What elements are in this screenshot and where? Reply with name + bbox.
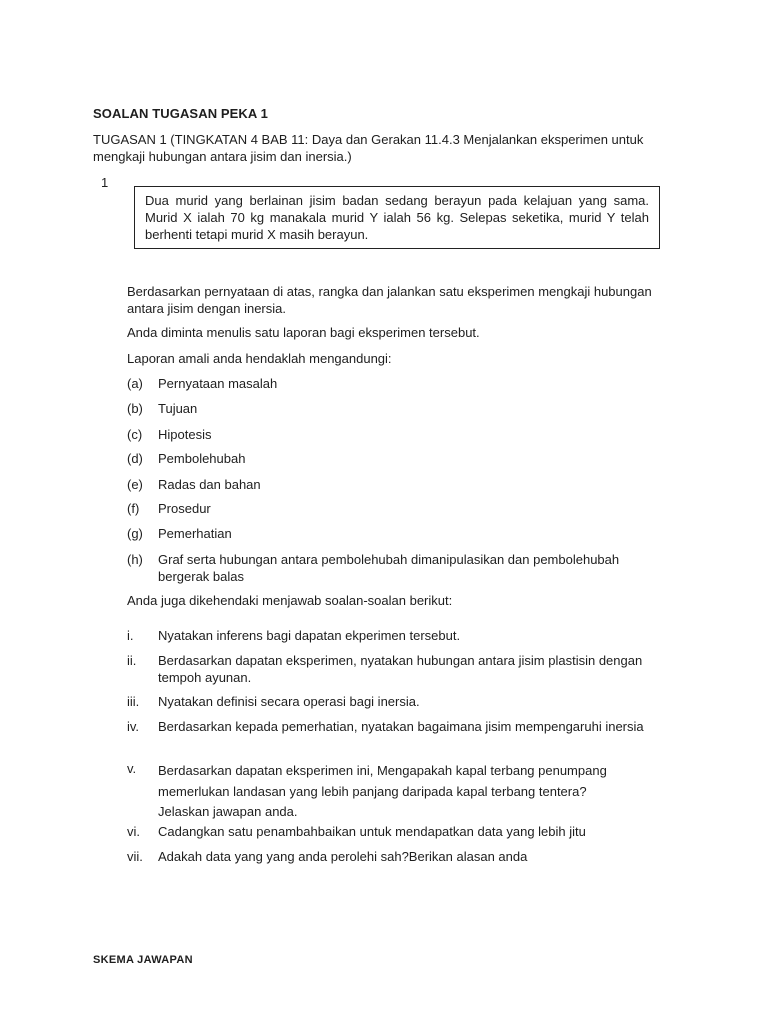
list-item-text: Pemerhatian	[158, 526, 232, 541]
question-number: 1	[101, 175, 109, 190]
question-marker: v.	[127, 761, 137, 776]
question-text: Adakah data yang yang anda perolehi sah?Berikan alasan anda	[158, 849, 528, 864]
question-marker: vi.	[127, 824, 140, 839]
scenario-text: Dua murid yang berlainan jisim badan sedang berayun pada kelajuan yang sama. Murid X ialah 70 kg manakala murid Y ialah 56 kg. Selepas seketika, murid Y telah berhenti tetapi murid X masih berayun.	[145, 193, 649, 242]
list-item-marker: (g)	[127, 526, 143, 541]
scenario-box	[134, 186, 660, 249]
question-marker: ii.	[127, 653, 137, 668]
list-item-marker: (a)	[127, 376, 143, 391]
question-marker: i.	[127, 628, 134, 643]
list-item-text: Pernyataan masalah	[158, 376, 278, 391]
question-marker: vii.	[127, 849, 143, 864]
answer-scheme-heading: SKEMA JAWAPAN	[93, 954, 193, 966]
list-item-text: Radas dan bahan	[158, 477, 261, 492]
instruction-design: Berdasarkan pernyataan di atas, rangka dan jalankan satu eksperimen mengkaji hubungan antara jisim dengan inersia.	[127, 284, 652, 316]
list-item-marker: (f)	[127, 501, 140, 516]
instruction-contents: Laporan amali anda hendaklah mengandungi:	[127, 351, 392, 366]
list-item-text: Prosedur	[158, 501, 211, 516]
list-item-marker: (b)	[127, 401, 143, 416]
list-item-marker: (e)	[127, 477, 143, 492]
list-item-marker: (c)	[127, 427, 143, 442]
question-text: Nyatakan definisi secara operasi bagi inersia.	[158, 694, 420, 709]
question-text: Berdasarkan dapatan eksperimen ini, Mengapakah kapal terbang penumpang memerlukan landasan yang lebih panjang daripada kapal terbang tentera?	[158, 763, 607, 799]
question-text: Berdasarkan dapatan eksperimen, nyatakan hubungan antara jisim plastisin dengan tempoh ayunan.	[158, 653, 643, 685]
list-item-text: Hipotesis	[158, 427, 212, 442]
list-item-text: Graf serta hubungan antara pembolehubah dimanipulasikan dan pembolehubah bergerak balas	[158, 552, 620, 584]
task-intro: TUGASAN 1 (TINGKATAN 4 BAB 11: Daya dan Gerakan 11.4.3 Menjalankan eksperimen untuk mengkaji hubungan antara jisim dan inersia.)	[93, 132, 644, 164]
instruction-report: Anda diminta menulis satu laporan bagi eksperimen tersebut.	[127, 325, 480, 340]
questions-intro: Anda juga dikehendaki menjawab soalan-soalan berikut:	[127, 593, 453, 608]
list-item-text: Tujuan	[158, 401, 198, 416]
question-marker: iv.	[127, 719, 140, 734]
page-title: SOALAN TUGASAN PEKA 1	[93, 106, 268, 121]
question-marker: iii.	[127, 694, 140, 709]
question-text-continued: Jelaskan jawapan anda.	[158, 804, 298, 819]
question-text: Nyatakan inferens bagi dapatan ekperimen tersebut.	[158, 628, 461, 643]
question-text: Cadangkan satu penambahbaikan untuk mendapatkan data yang lebih jitu	[158, 824, 586, 839]
list-item-text: Pembolehubah	[158, 451, 246, 466]
question-text: Berdasarkan kepada pemerhatian, nyatakan bagaimana jisim mempengaruhi inersia	[158, 719, 644, 734]
list-item-marker: (d)	[127, 451, 143, 466]
list-item-marker: (h)	[127, 552, 143, 567]
